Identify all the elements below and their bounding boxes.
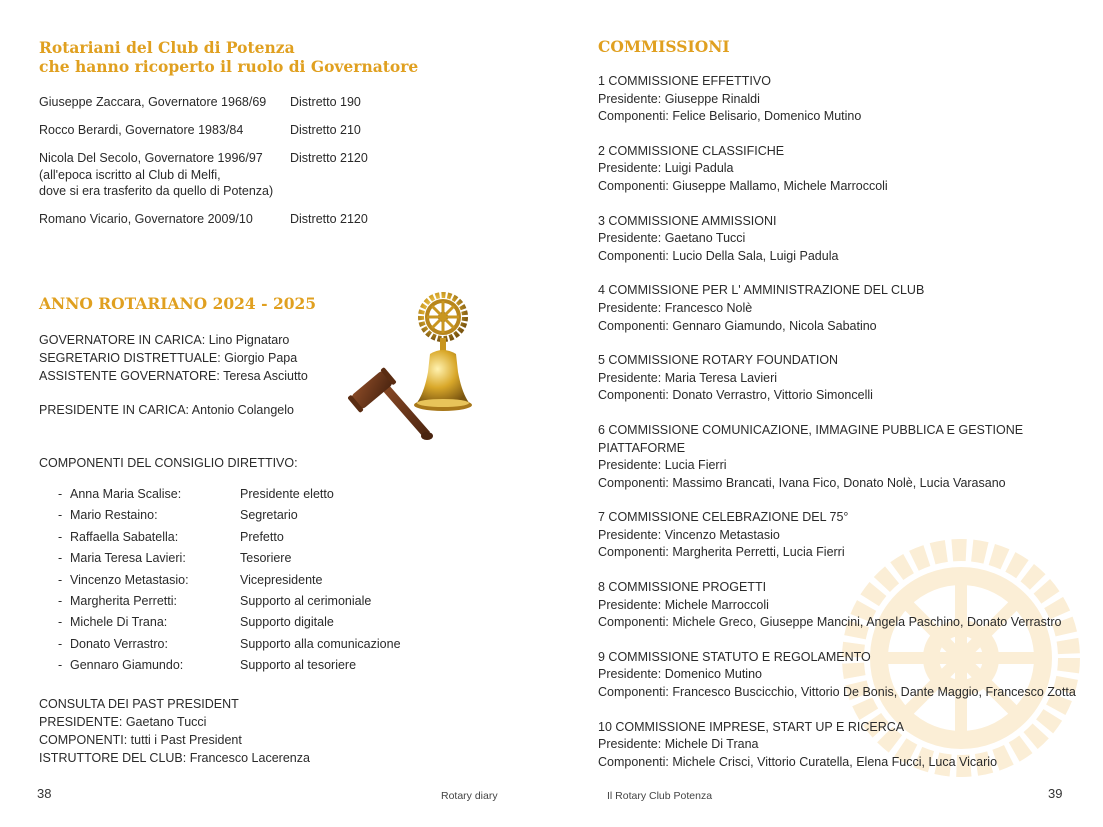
governor-row (39, 150, 409, 199)
commission-president: Presidente: Domenico Mutino (598, 667, 762, 682)
commission-title: 7 COMMISSIONE CELEBRAZIONE DEL 75° (598, 510, 849, 525)
commission-president: Presidente: Maria Teresa Lavieri (598, 370, 778, 385)
district-officers (39, 331, 308, 385)
officer-line: GOVERNATORE IN CARICA: Lino Pignataro (39, 333, 290, 347)
member-name: Vincenzo Metastasio: (70, 572, 189, 587)
governor-district: Distretto 210 (290, 123, 361, 137)
commission-president: Presidente: Francesco Nolè (598, 300, 753, 315)
governors-title (39, 38, 418, 76)
member-role: Vicepresidente (240, 572, 323, 587)
commission-members: Componenti: Margherita Perretti, Lucia Fierri (598, 545, 845, 560)
commission-block (598, 352, 1078, 405)
commission-block (598, 719, 1078, 772)
commission-block (598, 579, 1078, 632)
list-dash: - (58, 615, 63, 630)
governor-name: Rocco Berardi, Governatore 1983/84 (39, 123, 244, 137)
member-role: Supporto digitale (240, 615, 334, 630)
list-dash: - (58, 658, 63, 673)
governor-note-line: dove si era trasferito da quello di Potenza) (39, 184, 274, 198)
council-member-row (58, 613, 401, 634)
council-member-row (58, 506, 401, 527)
governor-name-block (39, 150, 290, 199)
commission-members: Componenti: Felice Belisario, Domenico Mutino (598, 109, 862, 124)
member-role: Prefetto (240, 529, 284, 544)
commission-members: Componenti: Lucio Della Sala, Luigi Padula (598, 248, 839, 263)
list-dash: - (58, 529, 63, 544)
council-member-row (58, 635, 401, 656)
governor-note-line: (all'epoca iscritto al Club di Melfi, (39, 168, 221, 182)
governor-row (39, 122, 409, 139)
commissions-title: COMMISSIONI (598, 37, 730, 56)
governor-name: Nicola Del Secolo, Governatore 1996/97 (39, 151, 263, 165)
commission-title: 6 COMMISSIONE COMUNICAZIONE, IMMAGINE PUBBLICA E GESTIONE PIATTAFORME (598, 422, 1024, 455)
governors-title-line-1: Rotariani del Club di Potenza (39, 38, 295, 57)
commission-block (598, 73, 1078, 126)
commission-title: 8 COMMISSIONE PROGETTI (598, 580, 767, 595)
council-member-row (58, 656, 401, 677)
governor-name: Giuseppe Zaccara, Governatore 1968/69 (39, 95, 267, 109)
member-role: Supporto al cerimoniale (240, 593, 372, 608)
commission-president: Presidente: Giuseppe Rinaldi (598, 91, 760, 106)
list-dash: - (58, 487, 63, 501)
commission-members: Componenti: Francesco Buscicchio, Vittorio De Bonis, Dante Maggio, Francesco Zotta (598, 685, 1076, 700)
member-name: Mario Restaino: (70, 508, 158, 523)
commission-title: 5 COMMISSIONE ROTARY FOUNDATION (598, 353, 839, 368)
commission-members: Componenti: Massimo Brancati, Ivana Fico, Donato Nolè, Lucia Varasano (598, 475, 1006, 490)
governor-row (39, 211, 409, 228)
council-member-row (58, 592, 401, 613)
right-page (551, 0, 1103, 827)
commission-members: Componenti: Michele Crisci, Vittorio Curatella, Elena Fucci, Luca Vicario (598, 754, 998, 769)
council-member-row (58, 485, 401, 506)
governor-district: Distretto 2120 (290, 151, 368, 165)
page-number-left: 38 (37, 786, 52, 801)
council-members-list (58, 485, 401, 678)
commission-president: Presidente: Vincenzo Metastasio (598, 527, 780, 542)
commission-president: Presidente: Gaetano Tucci (598, 231, 746, 246)
commission-block (598, 649, 1078, 702)
list-dash: - (58, 636, 63, 651)
club-president: PRESIDENTE IN CARICA: Antonio Colangelo (39, 403, 294, 417)
commission-title: 9 COMMISSIONE STATUTO E REGOLAMENTO (598, 649, 871, 664)
left-page (0, 0, 551, 827)
member-role: Supporto al tesoriere (240, 658, 357, 673)
member-role: Segretario (240, 508, 298, 523)
commission-block (598, 282, 1078, 335)
governors-title-line-2: che hanno ricoperto il ruolo di Governatore (39, 57, 419, 76)
commission-president: Presidente: Michele Di Trana (598, 737, 759, 752)
commission-members: Componenti: Gennaro Giamundo, Nicola Sabatino (598, 318, 877, 333)
commission-block (598, 422, 1078, 492)
commission-title: 2 COMMISSIONE CLASSIFICHE (598, 143, 785, 158)
commission-title: 10 COMMISSIONE IMPRESE, START UP E RICERCA (598, 719, 905, 734)
consulta-line: CONSULTA DEI PAST PRESIDENT (39, 697, 239, 711)
member-name: Donato Verrastro: (70, 636, 168, 651)
commission-title: 1 COMMISSIONE EFFETTIVO (598, 74, 771, 88)
consulta-line: PRESIDENTE: Gaetano Tucci (39, 715, 207, 729)
council-member-row (58, 549, 401, 570)
list-dash: - (58, 572, 63, 587)
member-role: Presidente eletto (240, 487, 334, 501)
governors-list (39, 94, 409, 239)
council-title: COMPONENTI DEL CONSIGLIO DIRETTIVO: (39, 456, 298, 470)
commission-president: Presidente: Lucia Fierri (598, 458, 727, 473)
anno-rotariano-title: ANNO ROTARIANO 2024 - 2025 (39, 294, 317, 313)
bell-and-gavel-icon (348, 272, 488, 472)
commission-block (598, 213, 1078, 266)
footer-left: Rotary diary (441, 790, 498, 802)
commission-block (598, 143, 1078, 196)
footer-right: Il Rotary Club Potenza (607, 790, 713, 802)
member-role: Supporto alla comunicazione (240, 636, 401, 651)
member-name: Raffaella Sabatella: (70, 529, 179, 544)
governor-name: Romano Vicario, Governatore 2009/10 (39, 212, 253, 226)
officer-line: SEGRETARIO DISTRETTUALE: Giorgio Papa (39, 351, 298, 365)
commission-members: Componenti: Giuseppe Mallamo, Michele Marroccoli (598, 178, 888, 193)
member-name: Maria Teresa Lavieri: (70, 551, 186, 566)
consulta-line: ISTRUTTORE DEL CLUB: Francesco Lacerenza (39, 751, 310, 765)
council-member-row (58, 571, 401, 592)
list-dash: - (58, 551, 63, 566)
commission-title: 4 COMMISSIONE PER L' AMMINISTRAZIONE DEL CLUB (598, 283, 925, 298)
commission-president: Presidente: Michele Marroccoli (598, 597, 769, 612)
member-name: Anna Maria Scalise: (70, 487, 182, 501)
list-dash: - (58, 593, 63, 608)
page-number-right: 39 (1048, 786, 1063, 801)
commission-title: 3 COMMISSIONE AMMISSIONI (598, 213, 777, 228)
consulta-block (39, 695, 310, 767)
member-name: Margherita Perretti: (70, 593, 177, 608)
council-member-row (58, 528, 401, 549)
member-name: Michele Di Trana: (70, 615, 168, 630)
officer-line: ASSISTENTE GOVERNATORE: Teresa Asciutto (39, 369, 308, 383)
commission-block (598, 509, 1078, 562)
governor-district: Distretto 2120 (290, 212, 368, 226)
member-role: Tesoriere (240, 551, 292, 566)
commission-members: Componenti: Donato Verrastro, Vittorio Simoncelli (598, 388, 873, 403)
commission-members: Componenti: Michele Greco, Giuseppe Mancini, Angela Paschino, Donato Verrastro (598, 615, 1062, 630)
commission-president: Presidente: Luigi Padula (598, 161, 734, 176)
list-dash: - (58, 508, 63, 523)
commissions-list (598, 73, 1078, 788)
consulta-line: COMPONENTI: tutti i Past President (39, 733, 242, 747)
governor-row (39, 94, 409, 111)
governor-district: Distretto 190 (290, 95, 361, 109)
member-name: Gennaro Giamundo: (70, 658, 184, 673)
